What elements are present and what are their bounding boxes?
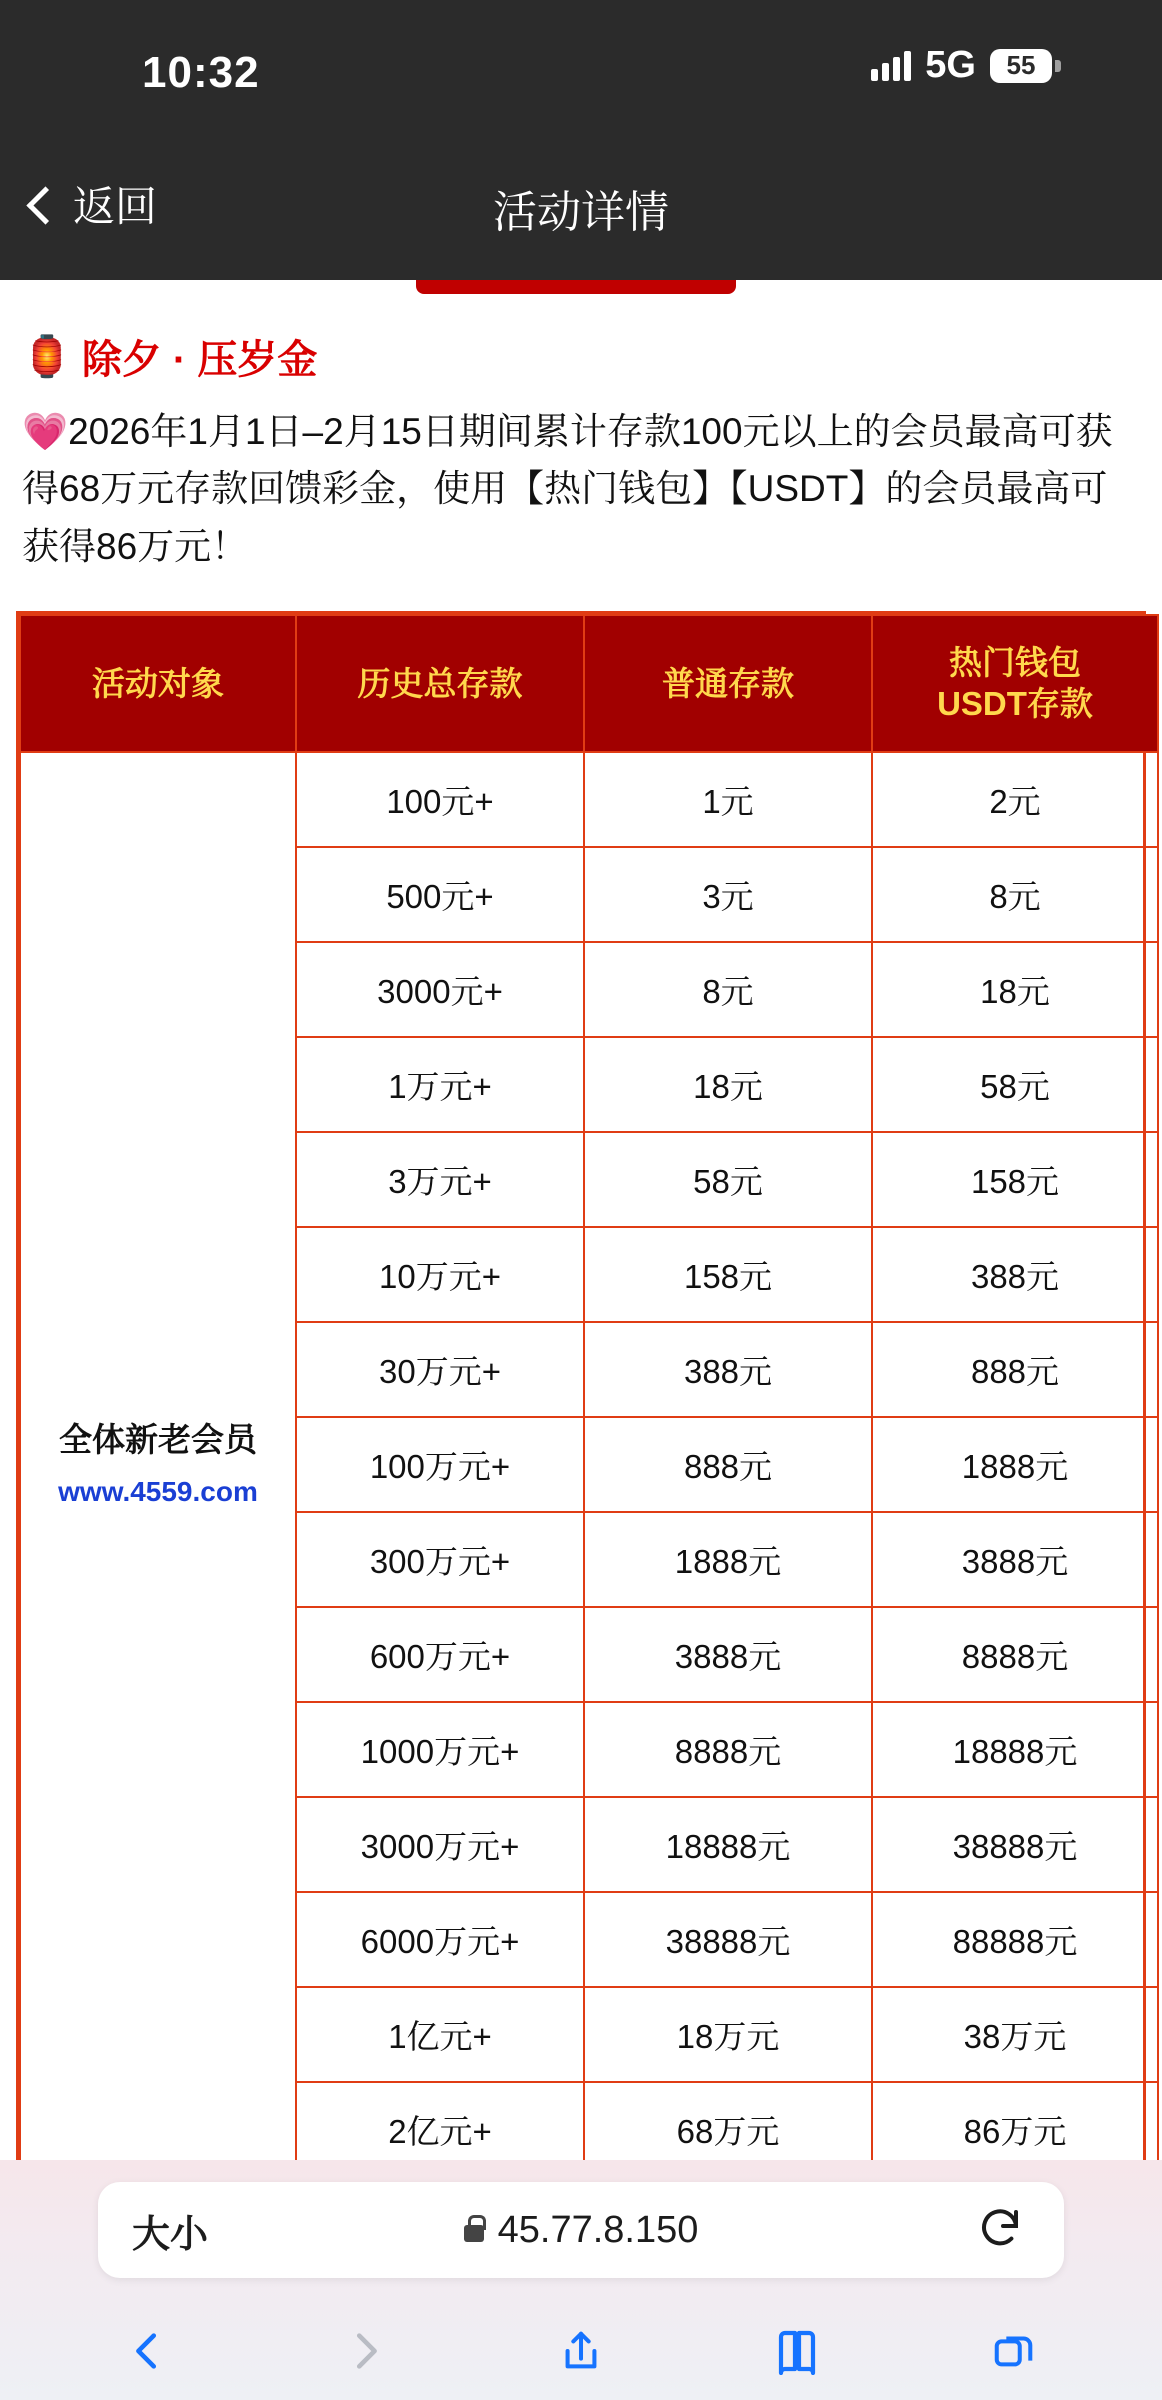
status-indicators	[871, 44, 1052, 87]
tabs-button[interactable]	[979, 2316, 1049, 2386]
table-cell-total-deposit: 500元+	[296, 847, 584, 942]
table-cell-total-deposit: 1000万元+	[296, 1702, 584, 1797]
table-cell-total-deposit: 1亿元+	[296, 1987, 584, 2082]
table-cell-normal-deposit: 388元	[584, 1322, 872, 1417]
table-cell-normal-deposit: 8888元	[584, 1702, 872, 1797]
table-cell-usdt-deposit: 1888元	[872, 1417, 1158, 1512]
table-header-normal-deposit: 普通存款	[584, 615, 872, 752]
status-bar	[0, 0, 1162, 148]
table-header-object: 活动对象	[20, 615, 296, 752]
table-cell-total-deposit: 2亿元+	[296, 2082, 584, 2160]
browser-bottom-bar	[0, 2160, 1162, 2400]
table-cell-usdt-deposit: 88888元	[872, 1892, 1158, 1987]
table-cell-object	[20, 752, 296, 2160]
promo-intro	[22, 403, 1144, 575]
battery-icon	[990, 49, 1052, 83]
browser-forward-button[interactable]	[330, 2316, 400, 2386]
table-cell-total-deposit: 100万元+	[296, 1417, 584, 1512]
table-body	[20, 752, 1158, 2160]
table-header-usdt-line1: 热门钱包	[949, 644, 1081, 682]
share-button[interactable]	[546, 2316, 616, 2386]
table-cell-usdt-deposit: 18888元	[872, 1702, 1158, 1797]
network-type-label: 5G	[925, 44, 976, 86]
promo-intro-text: 2026年1月1日–2月15日期间累计存款100元以上的会员最高可获得68万元存款回馈彩金，使用【热门钱包】【USDT】的会员最高可获得86万元！	[22, 411, 1113, 567]
back-button-label: 返回	[73, 183, 158, 230]
table-cell-normal-deposit: 888元	[584, 1417, 872, 1512]
table-cell-usdt-deposit: 3888元	[872, 1512, 1158, 1607]
banner-stub	[416, 280, 736, 294]
table-cell-usdt-deposit: 2元	[872, 752, 1158, 847]
table-header-total-deposit: 历史总存款	[296, 615, 584, 752]
promo-headline	[22, 328, 1162, 385]
page-title: 活动详情	[493, 188, 669, 237]
table-cell-normal-deposit: 58元	[584, 1132, 872, 1227]
page-content	[0, 280, 1162, 2160]
table-cell-usdt-deposit: 18元	[872, 942, 1158, 1037]
table-cell-usdt-deposit: 888元	[872, 1322, 1158, 1417]
table-cell-usdt-deposit: 388元	[872, 1227, 1158, 1322]
promo-headline-text: 除夕 · 压岁金	[81, 338, 318, 382]
signal-bars-icon	[871, 51, 911, 81]
table-cell-usdt-deposit: 8元	[872, 847, 1158, 942]
table-header-usdt-line2: USDT存款	[937, 685, 1093, 723]
table-cell-usdt-deposit: 38888元	[872, 1797, 1158, 1892]
table-cell-normal-deposit: 158元	[584, 1227, 872, 1322]
table-cell-usdt-deposit: 86万元	[872, 2082, 1158, 2160]
table-cell-normal-deposit: 18888元	[584, 1797, 872, 1892]
bookmarks-button[interactable]	[762, 2316, 832, 2386]
browser-toolbar	[0, 2316, 1162, 2386]
table-cell-normal-deposit: 8元	[584, 942, 872, 1037]
table-header-row	[20, 615, 1158, 752]
table-cell-usdt-deposit: 158元	[872, 1132, 1158, 1227]
browser-back-button[interactable]	[113, 2316, 183, 2386]
battery-percent-label: 55	[1006, 50, 1036, 80]
page-size-button[interactable]: 大小	[132, 2213, 209, 2256]
url-display[interactable]	[98, 2209, 1064, 2252]
table-cell-total-deposit: 6000万元+	[296, 1892, 584, 1987]
lantern-icon: 🏮	[22, 335, 72, 379]
reload-button[interactable]	[976, 2204, 1024, 2252]
table-row	[20, 752, 1158, 847]
table-cell-total-deposit: 600万元+	[296, 1607, 584, 1702]
table-cell-total-deposit: 3000万元+	[296, 1797, 584, 1892]
object-site-link[interactable]: www.4559.com	[58, 1475, 258, 1507]
status-time: 10:32	[142, 48, 260, 97]
table-cell-total-deposit: 300万元+	[296, 1512, 584, 1607]
table-cell-total-deposit: 30万元+	[296, 1322, 584, 1417]
table-cell-total-deposit: 100元+	[296, 752, 584, 847]
table-cell-normal-deposit: 68万元	[584, 2082, 872, 2160]
heart-icon: 💗	[22, 411, 69, 452]
table-header-usdt-deposit	[872, 615, 1158, 752]
promo-table-wrapper	[16, 611, 1146, 2160]
url-bar[interactable]	[98, 2182, 1064, 2278]
table-cell-usdt-deposit: 58元	[872, 1037, 1158, 1132]
nav-bar	[0, 148, 1162, 280]
table-cell-normal-deposit: 38888元	[584, 1892, 872, 1987]
table-cell-normal-deposit: 1888元	[584, 1512, 872, 1607]
lock-icon	[464, 2225, 484, 2242]
table-cell-normal-deposit: 1元	[584, 752, 872, 847]
promo-table	[19, 614, 1159, 2160]
table-cell-total-deposit: 3000元+	[296, 942, 584, 1037]
table-cell-usdt-deposit: 8888元	[872, 1607, 1158, 1702]
table-cell-normal-deposit: 3元	[584, 847, 872, 942]
table-cell-usdt-deposit: 38万元	[872, 1987, 1158, 2082]
table-cell-total-deposit: 3万元+	[296, 1132, 584, 1227]
object-label: 全体新老会员	[59, 1421, 257, 1459]
table-cell-normal-deposit: 18万元	[584, 1987, 872, 2082]
table-cell-total-deposit: 1万元+	[296, 1037, 584, 1132]
url-text: 45.77.8.150	[497, 2208, 699, 2251]
table-cell-normal-deposit: 3888元	[584, 1607, 872, 1702]
table-cell-total-deposit: 10万元+	[296, 1227, 584, 1322]
table-cell-normal-deposit: 18元	[584, 1037, 872, 1132]
